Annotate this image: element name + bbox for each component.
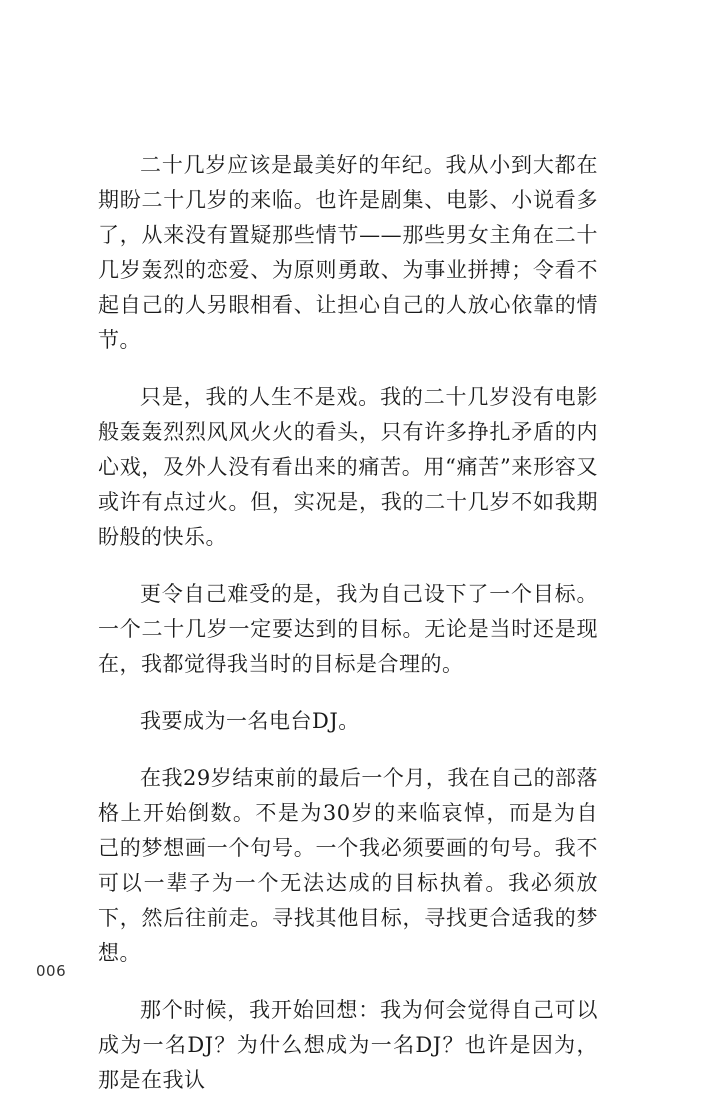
paragraph: 更令自己难受的是，我为自己设下了一个目标。一个二十几岁一定要达到的目标。无论是当时还是现在，我都觉得我当时的目标是合理的。	[98, 582, 598, 676]
paragraph: 二十几岁应该是最美好的年纪。我从小到大都在期盼二十几岁的来临。也许是剧集、电影、小说看多了，从来没有置疑那些情节——那些男女主角在二十几岁轰烈的恋爱、为原则勇敢、为事业拼搏；令看不起自己的人另眼相看、让担心自己的人放心依靠的情节。	[98, 153, 598, 352]
paragraph: 那个时候，我开始回想：我为何会觉得自己可以成为一名DJ？为什么想成为一名DJ？也许是因为，那是在我认	[98, 998, 598, 1092]
page-number: 006	[36, 962, 67, 980]
body-text	[98, 148, 598, 1098]
paragraph: 在我29岁结束前的最后一个月，我在自己的部落格上开始倒数。不是为30岁的来临哀悼，而是为自己的梦想画一个句号。一个我必须要画的句号。我不可以一辈子为一个无法达成的目标执着。我必须放下，然后往前走。寻找其他目标，寻找更合适我的梦想。	[98, 766, 598, 965]
paragraph: 我要成为一名电台DJ。	[140, 709, 360, 733]
paragraph: 只是，我的人生不是戏。我的二十几岁没有电影般轰轰烈烈风风火火的看头，只有许多挣扎矛盾的内心戏，及外人没有看出来的痛苦。用“痛苦”来形容又或许有点过火。但，实况是，我的二十几岁不如我期盼般的快乐。	[98, 385, 598, 549]
